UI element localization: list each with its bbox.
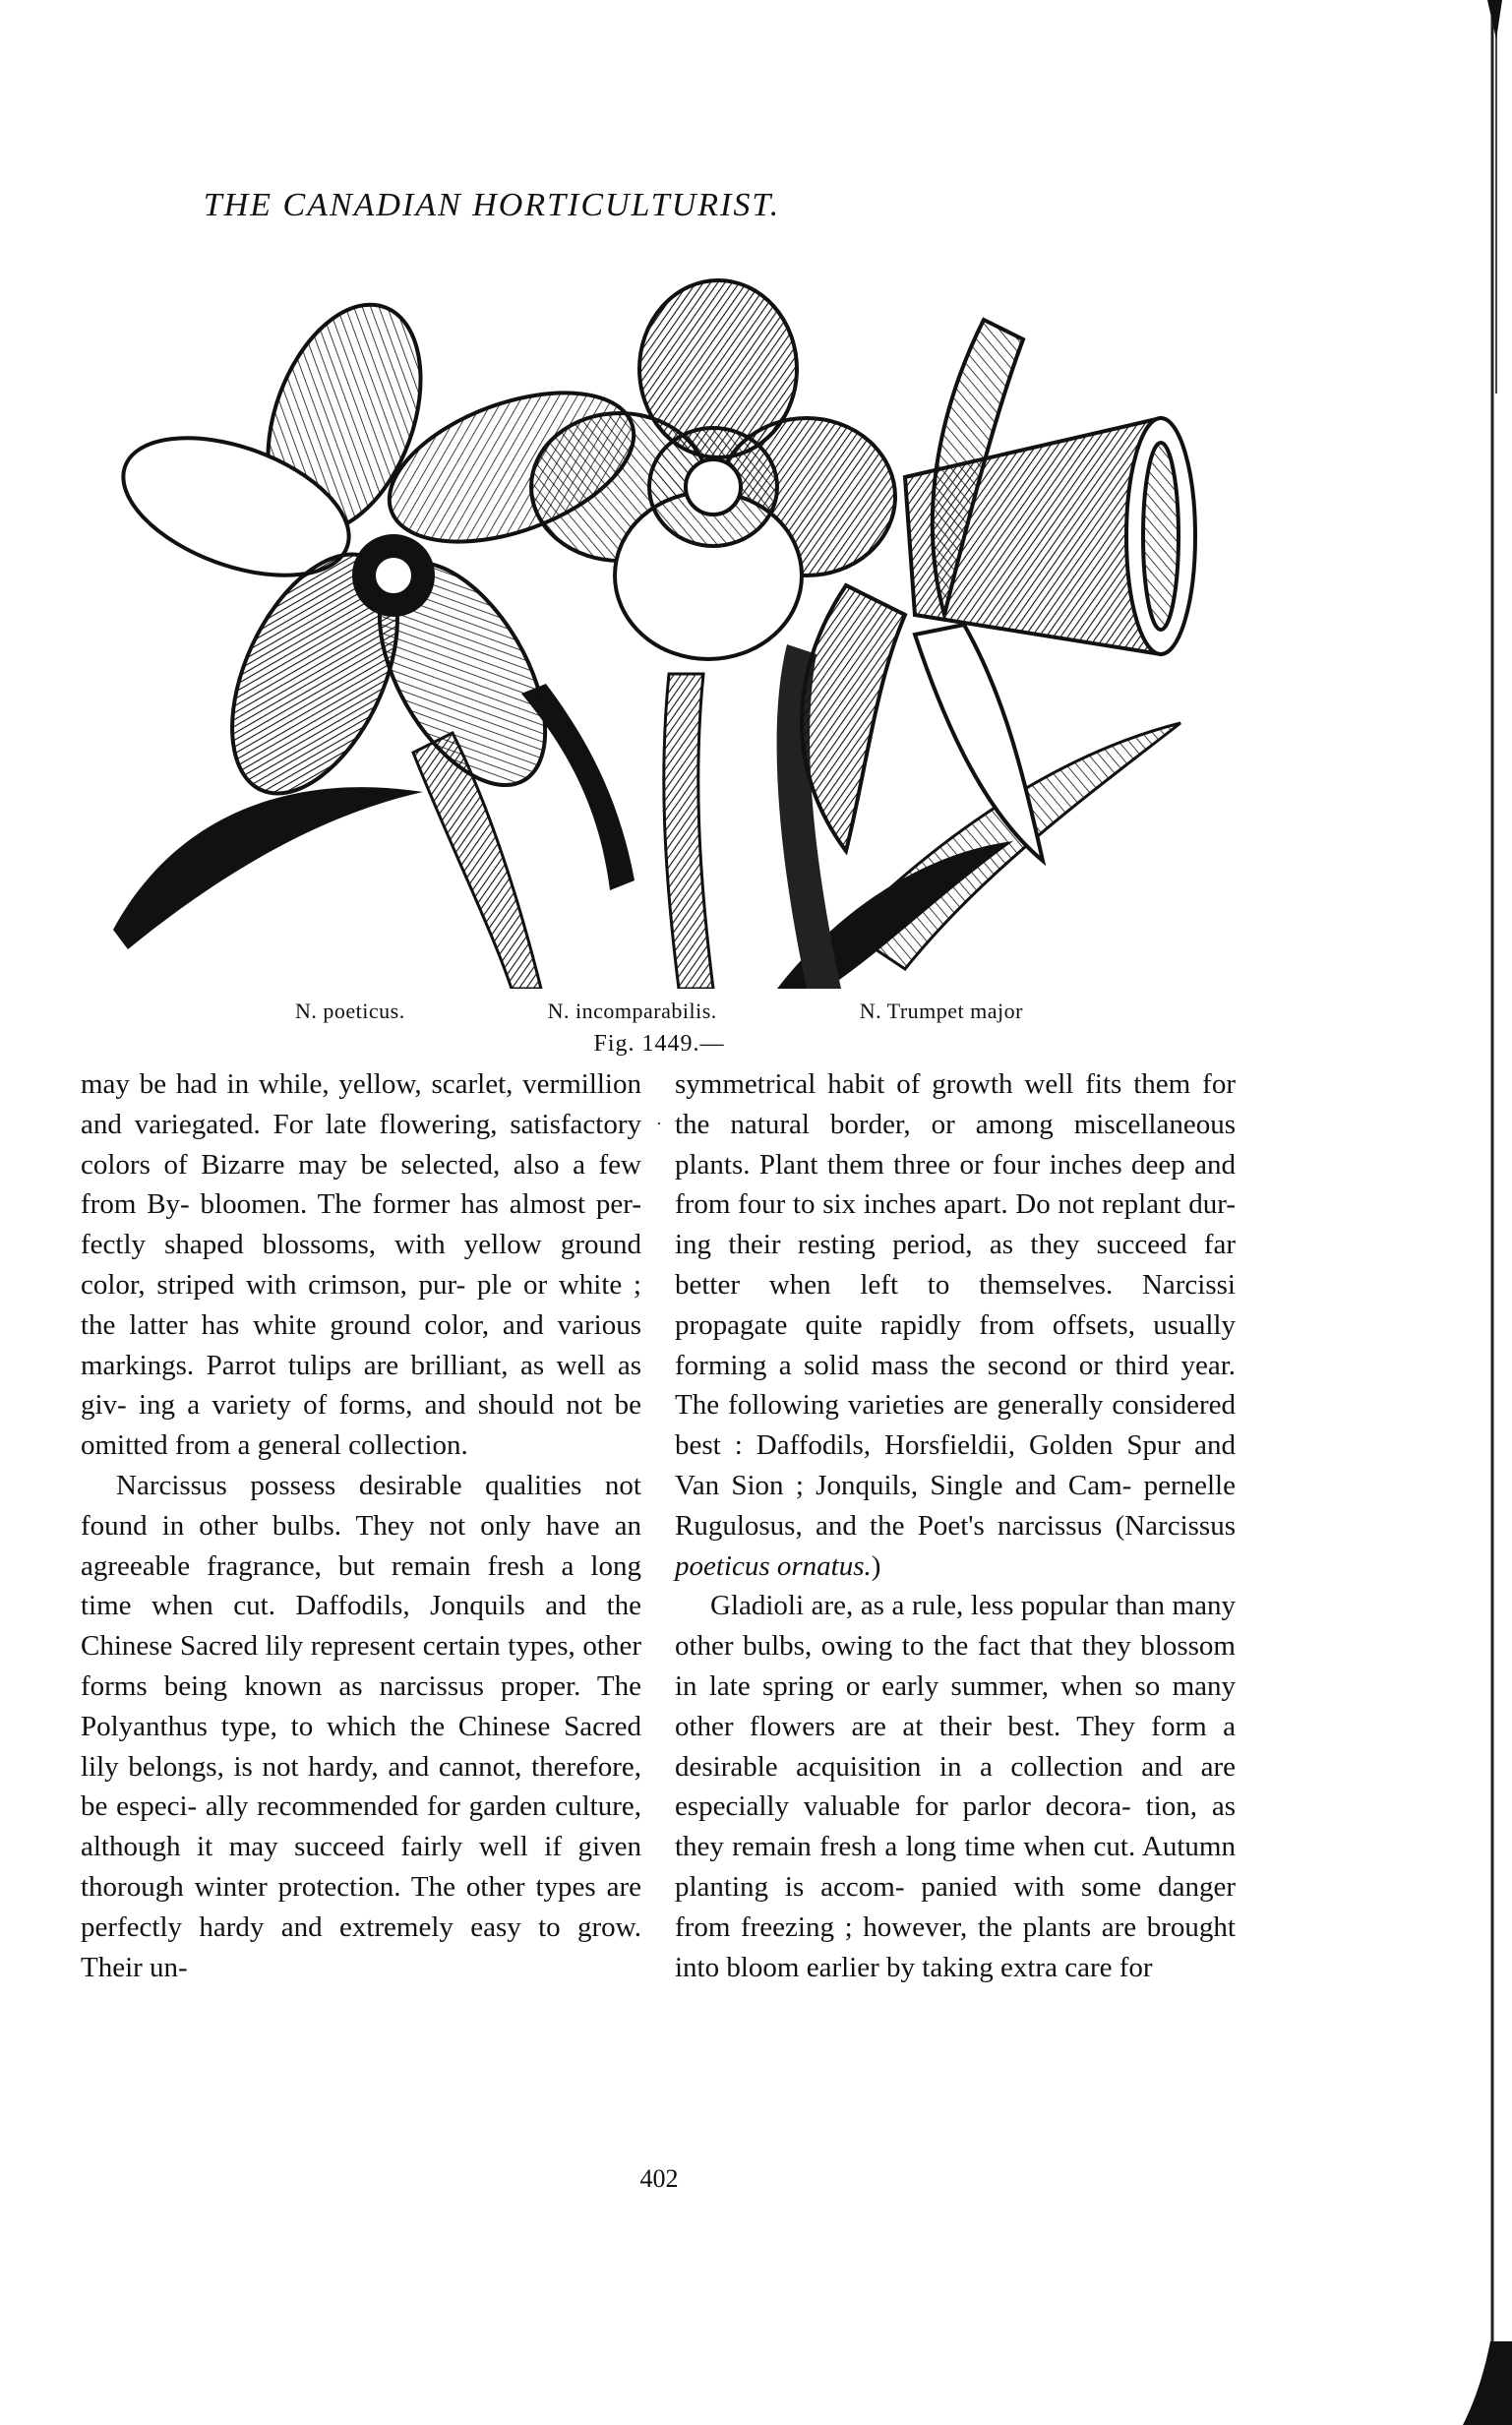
right-paragraph-1-end: ) bbox=[871, 1549, 881, 1582]
right-column bbox=[675, 1064, 1236, 1987]
figure-label: Fig. 1449.— bbox=[593, 1031, 725, 1057]
margin-dot: · bbox=[656, 1114, 662, 1133]
figure-captions bbox=[295, 999, 1023, 1024]
right-paragraph-1-text: symmetrical habit of growth well fits them for the natural border, or among miscellaneous plants. Plant them three or four inches deep and from four to six inches apart. Do not replant dur- ing their resting period, as they succeed far better when left to themselves. Narcissi propagate quite rapidly from offsets, usually forming a solid mass the second or third year. The following varieties are generally considered best : Daffodils, Horsfieldii, Golden Spur and Van Sion ; Jonquils, Single and Cam- pernelle Rugulosus, and the Poet's narcissus (Narcissus bbox=[675, 1068, 1236, 1542]
leaf-left bbox=[113, 787, 423, 949]
left-paragraph-1: may be had in while, yellow, scarlet, vermillion and variegated. For late flowering, satisfactory colors of Bizarre may be selected, also a few from By- bloomen. The former has almost per- fectly shaped blossoms, with yellow ground color, striped with crimson, pur- ple or white ; the latter has white ground color, and various markings. Parrot tulips are brilliant, as well as giv- ing a variety of forms, and should not be omitted from a general collection. bbox=[81, 1068, 641, 1462]
caption-poeticus: N. poeticus. bbox=[295, 999, 405, 1023]
right-paragraph-1 bbox=[675, 1064, 1236, 1586]
right-paragraph-1-italic: poeticus ornatus. bbox=[675, 1549, 872, 1582]
left-column bbox=[81, 1064, 641, 1987]
page-number: 402 bbox=[639, 2164, 679, 2193]
page-edge-binding bbox=[1453, 0, 1512, 2425]
stem-center bbox=[664, 674, 713, 989]
trumpet-major-flower bbox=[802, 320, 1195, 861]
running-title: THE CANADIAN HORTICULTURIST. bbox=[203, 187, 781, 223]
caption-trumpet-major: N. Trumpet major bbox=[859, 999, 1023, 1023]
narcissus-illustration bbox=[98, 261, 1220, 989]
left-paragraph-2: Narcissus possess desirable qualities not found in other bulbs. They not only have an agreeable fragrance, but remain fresh a long time when cut. Daffodils, Jonquils and the Chinese Sacred lily represent certain types, other forms being known as narcissus proper. The Polyanthus type, to which the Chinese Sacred lily belongs, is not hardy, and cannot, therefore, be especi- ally recommended for garden culture, although it may succeed fairly well if given thorough winter protection. The other types are perfectly hardy and extremely easy to grow. Their un- bbox=[81, 1469, 641, 1983]
right-paragraph-2: Gladioli are, as a rule, less popular than many other bulbs, owing to the fact that they blossom in late spring or early summer, when so many other flowers are at their best. They form a desirable acquisition in a collection and are especially valuable for parlor decora- tion, as they remain fresh a long time when cut. Autumn planting is accom- panied with some danger from freezing ; however, the plants are brought into bloom earlier by taking extra care for bbox=[675, 1590, 1236, 1983]
caption-incomparabilis: N. incomparabilis. bbox=[547, 999, 717, 1023]
